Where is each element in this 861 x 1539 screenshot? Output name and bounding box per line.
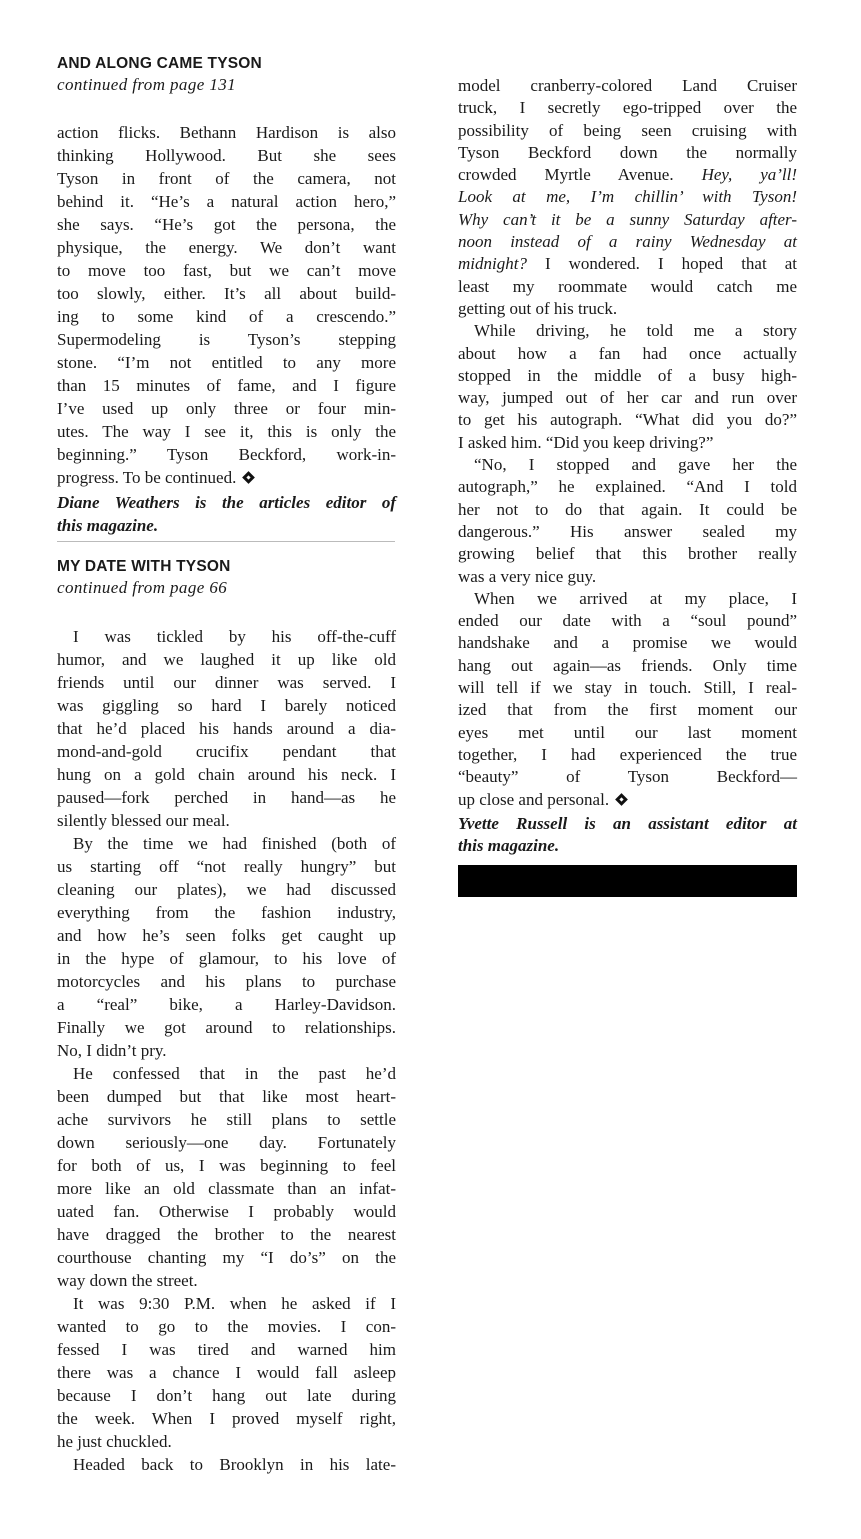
- text-line: By the time we had finished (both of: [73, 834, 396, 853]
- text-line: Finally we got around to relationships.: [57, 1018, 396, 1037]
- text-line: model cranberry-colored Land Cruiser: [458, 76, 797, 95]
- paragraph: [57, 1292, 396, 1453]
- text-segment: noon instead of a rainy Wednesday at: [458, 232, 797, 252]
- text-line: hang out again—as friends. Only time: [458, 655, 797, 675]
- bio-line: Yvette Russell is an assistant editor at: [458, 814, 797, 833]
- text-line: about how a fan had once actually: [458, 343, 797, 363]
- text-line: [57, 466, 396, 489]
- text-line: [458, 253, 797, 275]
- text-line: I was tickled by his off-the-cuff: [73, 627, 396, 646]
- text-line: was a very nice guy.: [458, 566, 597, 586]
- article1-header: [57, 54, 396, 96]
- text-segment: I wondered. I hoped that at: [526, 254, 797, 274]
- text-line: paused—fork perched in hand—as he: [57, 788, 396, 807]
- text-segment: Why can’t it be a sunny Saturday after-: [458, 209, 797, 229]
- text-segment: crowded Myrtle Avenue.: [458, 165, 702, 185]
- text-line: [458, 186, 797, 208]
- text-line: least my roommate would catch me: [458, 276, 797, 296]
- text-line: [458, 164, 797, 186]
- text-line: than 15 minutes of fame, and I figure: [57, 376, 396, 395]
- paragraph: [458, 75, 797, 320]
- text-line: ized that from the first moment our: [458, 700, 797, 720]
- text-line: was giggling so hard I barely noticed: [57, 696, 396, 715]
- article2-header: [57, 557, 396, 599]
- text-line: I asked him. “Did you keep driving?”: [458, 432, 714, 452]
- text-line: Supermodeling is Tyson’s stepping: [57, 330, 396, 349]
- text-line: more like an old classmate than an infat-: [57, 1179, 396, 1198]
- bio-line: this magazine.: [57, 516, 159, 535]
- article-heading: AND ALONG CAME TYSON: [57, 55, 262, 72]
- text-line: have dragged the brother to the nearest: [57, 1225, 396, 1244]
- text-line: she says. “He’s got the persona, the: [57, 215, 396, 234]
- text-line: “No, I stopped and gave her the: [474, 455, 797, 475]
- text-line: Headed back to Brooklyn in his late-: [73, 1455, 396, 1474]
- text-line: way down the street.: [57, 1271, 198, 1290]
- paragraph: [57, 832, 396, 1062]
- paragraph: [57, 121, 396, 489]
- text-line: I’ve used up only three or four min-: [57, 399, 396, 418]
- text-segment: progress. To be continued.: [57, 468, 237, 487]
- text-line: will tell if we stay in touch. Still, I real-: [458, 678, 797, 698]
- article2-author-bio: [458, 813, 797, 858]
- text-line: a “real” bike, a Harley-Davidson.: [57, 995, 396, 1014]
- text-line: us starting off “not really hungry” but: [57, 857, 396, 876]
- text-line: everything from the fashion industry,: [57, 903, 396, 922]
- text-line: friends until our dinner was served. I: [57, 673, 396, 692]
- text-line: to get his autograph. “What did you do?”: [458, 410, 797, 430]
- text-line: stone. “I’m not entitled to any more: [57, 353, 396, 372]
- text-line: hung on a gold chain around his neck. I: [57, 765, 396, 784]
- text-line: ended our date with a “soul pound”: [458, 611, 797, 631]
- text-line: dangerous.” His answer sealed my: [458, 521, 797, 541]
- text-line: possibility of being seen cruising with: [458, 120, 797, 140]
- text-line: growing belief that this brother really: [458, 544, 797, 564]
- text-segment: Hey, ya’ll!: [701, 165, 798, 185]
- text-line: physique, the energy. We don’t want: [57, 238, 396, 257]
- text-line: [458, 209, 797, 231]
- bio-line: Diane Weathers is the articles editor of: [57, 493, 396, 512]
- text-line: While driving, he told me a story: [474, 321, 797, 341]
- text-line: ache survivors he still plans to settle: [57, 1110, 396, 1129]
- article2-body-right: [458, 75, 797, 811]
- paragraph: [458, 588, 797, 811]
- text-line: autograph,” he explained. “And I told: [458, 477, 797, 497]
- text-line: he just chuckled.: [57, 1432, 172, 1451]
- article-heading: MY DATE WITH TYSON: [57, 558, 231, 575]
- end-mark-icon: [615, 793, 628, 806]
- text-line: cleaning our plates), we had discussed: [57, 880, 396, 899]
- article2-body-left: [57, 625, 396, 1476]
- paragraph: [57, 625, 396, 832]
- article1-author-bio: [57, 491, 396, 537]
- text-line: in the hype of glamour, to his love of: [57, 949, 396, 968]
- text-line: behind it. “He’s a natural action hero,”: [57, 192, 396, 211]
- paragraph: [458, 454, 797, 588]
- text-line: He confessed that in the past he’d: [73, 1064, 396, 1083]
- text-line: together, I had experienced the true: [458, 744, 797, 764]
- text-line: down seriously—one day. Fortunately: [57, 1133, 396, 1152]
- text-line: action flicks. Bethann Hardison is also: [57, 123, 396, 142]
- text-line: thinking Hollywood. But she sees: [57, 146, 396, 165]
- text-line: and how he’s seen folks get caught up: [57, 926, 396, 945]
- paragraph: [458, 320, 797, 454]
- text-line: her not to do that again. It could be: [458, 499, 797, 519]
- text-line: that he’d placed his hands around a dia-: [57, 719, 396, 738]
- text-line: motorcycles and his plans to purchase: [57, 972, 396, 991]
- text-line: fessed I was tired and warned him: [57, 1340, 396, 1359]
- text-line: truck, I secretly ego-tripped over the: [458, 98, 797, 118]
- continued-from-note: continued from page 131: [57, 75, 237, 94]
- text-segment: midnight?: [458, 254, 527, 274]
- text-line: “beauty” of Tyson Beckford—: [458, 767, 797, 787]
- article1-body: [57, 121, 396, 489]
- text-line: humor, and we laughed it up like old: [57, 650, 396, 669]
- text-line: because I don’t hang out late during: [57, 1386, 396, 1405]
- text-line: silently blessed our meal.: [57, 811, 230, 830]
- text-line: Tyson in front of the camera, not: [57, 169, 396, 188]
- text-segment: Look at me, I’m chillin’ with Tyson!: [458, 187, 797, 207]
- text-line: to move too fast, but we can’t move: [57, 261, 396, 280]
- text-line: getting out of his truck.: [458, 298, 618, 318]
- text-line: for both of us, I was beginning to feel: [57, 1156, 396, 1175]
- text-line: [458, 231, 797, 253]
- bio-line: this magazine.: [458, 836, 560, 856]
- text-line: When we arrived at my place, I: [474, 588, 797, 608]
- text-line: too slowly, either. It’s all about build-: [57, 284, 396, 303]
- text-line: ing to some kind of a crescendo.”: [57, 307, 396, 326]
- section-divider: [57, 541, 395, 542]
- black-bar: [458, 865, 797, 897]
- text-line: It was 9:30 P.M. when he asked if I: [73, 1294, 396, 1313]
- continued-from-note: continued from page 66: [57, 578, 228, 597]
- text-line: No, I didn’t pry.: [57, 1041, 167, 1060]
- text-line: wanted to go to the movies. I con-: [57, 1317, 396, 1336]
- text-line: handshake and a promise we would: [458, 633, 797, 653]
- paragraph: [57, 1453, 396, 1476]
- text-line: stopped in the middle of a busy high-: [458, 365, 797, 385]
- text-line: there was a chance I would fall asleep: [57, 1363, 396, 1382]
- text-line: [458, 789, 797, 811]
- text-line: eyes met until our last moment: [458, 722, 797, 742]
- text-line: mond-and-gold crucifix pendant that: [57, 742, 396, 761]
- end-mark-icon: [242, 471, 255, 484]
- text-line: Tyson Beckford down the normally: [458, 142, 797, 162]
- text-line: been dumped but that like most heart-: [57, 1087, 396, 1106]
- text-line: the week. When I proved myself right,: [57, 1409, 396, 1428]
- text-line: beginning.” Tyson Beckford, work-in-: [57, 445, 396, 464]
- text-segment: up close and personal.: [458, 789, 610, 809]
- text-line: utes. The way I see it, this is only the: [57, 422, 396, 441]
- text-line: courthouse chanting my “I do’s” on the: [57, 1248, 396, 1267]
- text-line: uated fan. Otherwise I probably would: [57, 1202, 396, 1221]
- paragraph: [57, 1062, 396, 1292]
- text-line: way, jumped out of her car and run over: [458, 388, 797, 408]
